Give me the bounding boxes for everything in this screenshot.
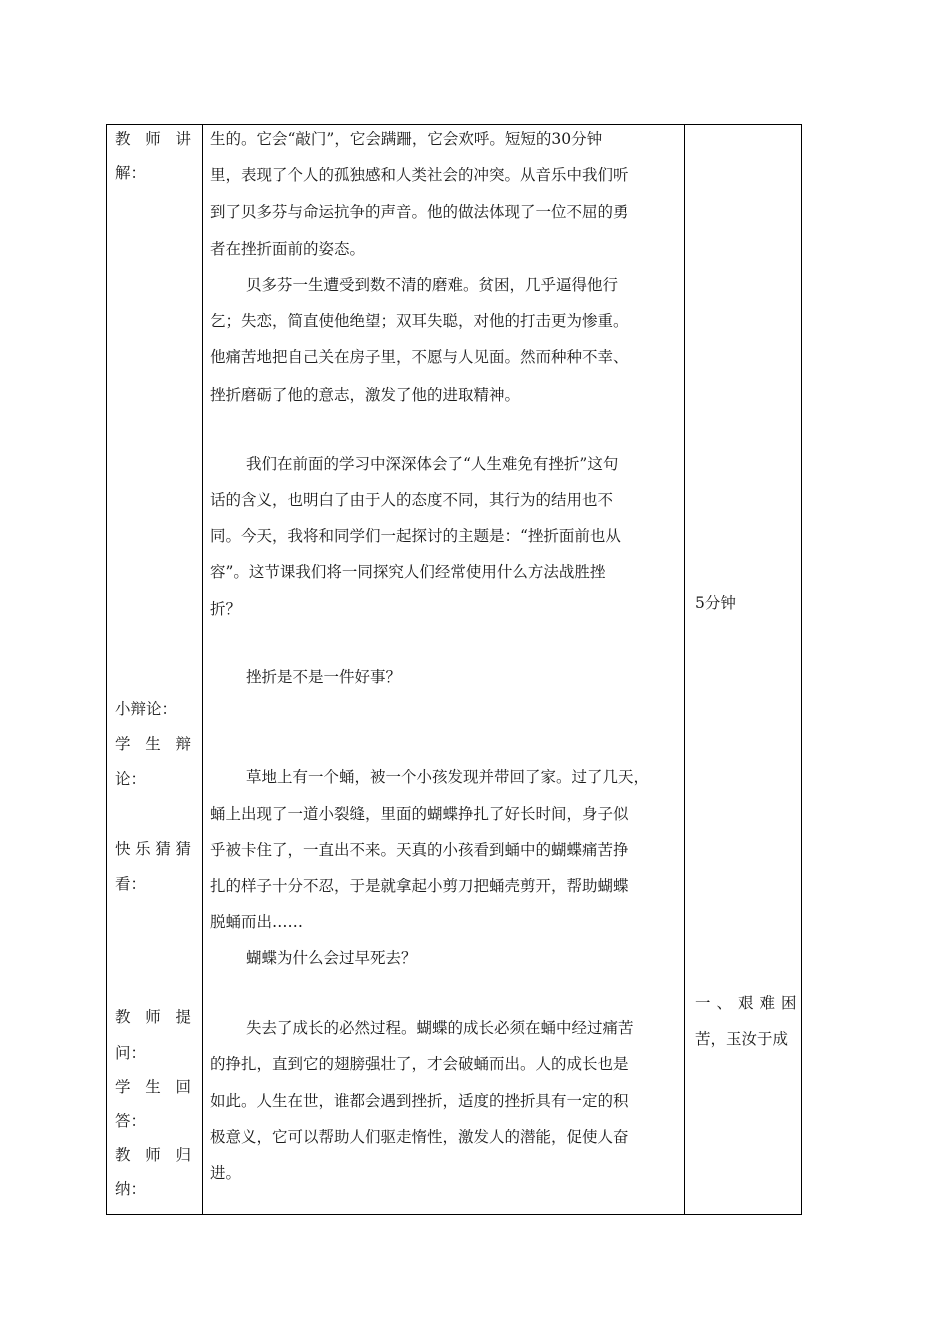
label-student-debate: 学 生 辩 bbox=[115, 735, 191, 753]
label-student-debate-2: 论： bbox=[115, 770, 147, 788]
paragraph-line: 草地上有一个蛹，被一个小孩发现并带回了家。过了几天， bbox=[246, 768, 650, 786]
label-happy-guess-2: 看： bbox=[115, 875, 147, 893]
paragraph-line: 生的。它会“敲门”，它会蹒跚，它会欢呼。短短的30分钟 bbox=[210, 130, 603, 148]
paragraph-line: 脱蛹而出…… bbox=[210, 913, 304, 931]
label-happy-guess: 快 乐 猜 猜 bbox=[115, 840, 191, 858]
paragraph-line: 我们在前面的学习中深深体会了“人生难免有挫折”这句 bbox=[246, 455, 619, 473]
question-line: 蝴蝶为什么会过早死去？ bbox=[246, 949, 417, 967]
paragraph-line: 挫折磨砺了他的意志，激发了他的进取精神。 bbox=[210, 386, 521, 404]
label-teacher-ask-2: 问： bbox=[115, 1044, 147, 1062]
label-small-debate: 小辩论： bbox=[115, 700, 178, 718]
label-teacher-explain-2: 解： bbox=[115, 164, 147, 182]
paragraph-line: 极意义，它可以帮助人们驱走惰性，激发人的潜能，促使人奋 bbox=[210, 1128, 629, 1146]
paragraph-line: 失去了成长的必然过程。蝴蝶的成长必须在蛹中经过痛苦 bbox=[246, 1019, 634, 1037]
paragraph-line: 贝多芬一生遭受到数不清的磨难。贫困，几乎逼得他行 bbox=[246, 276, 619, 294]
column-divider-2 bbox=[684, 125, 685, 1214]
stage-column bbox=[115, 125, 199, 1214]
section-heading-2: 苦，玉汝于成 bbox=[695, 1030, 789, 1048]
paragraph-line: 里，表现了个人的孤独感和人类社会的冲突。从音乐中我们听 bbox=[210, 166, 629, 184]
notes-column bbox=[695, 125, 803, 1214]
label-student-answer: 学 生 回 bbox=[115, 1078, 191, 1096]
paragraph-line: 进。 bbox=[210, 1164, 242, 1182]
paragraph-line: 容”。这节课我们将一同探究人们经常使用什么方法战胜挫 bbox=[210, 563, 606, 581]
label-teacher-sum-2: 纳： bbox=[115, 1180, 147, 1198]
paragraph-line: 蛹上出现了一道小裂缝，里面的蝴蝶挣扎了好长时间，身子似 bbox=[210, 805, 629, 823]
section-heading: 一、艰难困 bbox=[695, 994, 803, 1012]
label-teacher-ask: 教 师 提 bbox=[115, 1008, 191, 1026]
paragraph-line: 如此。人生在世，谁都会遇到挫折，适度的挫折具有一定的积 bbox=[210, 1092, 629, 1110]
label-teacher-sum: 教 师 归 bbox=[115, 1146, 191, 1164]
content-column bbox=[210, 125, 682, 1214]
paragraph-line: 的挣扎，直到它的翅膀强壮了，才会破蛹而出。人的成长也是 bbox=[210, 1055, 629, 1073]
label-student-answer-2: 答： bbox=[115, 1112, 147, 1130]
paragraph-line: 到了贝多芬与命运抗争的声音。他的做法体现了一位不屈的勇 bbox=[210, 203, 629, 221]
lesson-table bbox=[106, 124, 802, 1215]
paragraph-line: 同。今天，我将和同学们一起探讨的主题是：“挫折面前也从 bbox=[210, 527, 621, 545]
paragraph-line: 乎被卡住了，一直出不来。天真的小孩看到蛹中的蝴蝶痛苦挣 bbox=[210, 841, 629, 859]
label-teacher-explain: 教 师 讲 bbox=[115, 130, 191, 148]
column-divider-1 bbox=[202, 125, 203, 1214]
paragraph-line: 折？ bbox=[210, 600, 242, 618]
paragraph-line: 他痛苦地把自己关在房子里，不愿与人见面。然而种种不幸、 bbox=[210, 348, 629, 366]
time-label: 5分钟 bbox=[695, 594, 736, 612]
paragraph-line: 乞；失恋，简直使他绝望；双耳失聪，对他的打击更为惨重。 bbox=[210, 312, 629, 330]
paragraph-line: 扎的样子十分不忍，于是就拿起小剪刀把蛹壳剪开，帮助蝴蝶 bbox=[210, 877, 629, 895]
paragraph-line: 者在挫折面前的姿态。 bbox=[210, 240, 366, 258]
question-line: 挫折是不是一件好事？ bbox=[246, 668, 402, 686]
paragraph-line: 话的含义，也明白了由于人的态度不同，其行为的结用也不 bbox=[210, 491, 614, 509]
